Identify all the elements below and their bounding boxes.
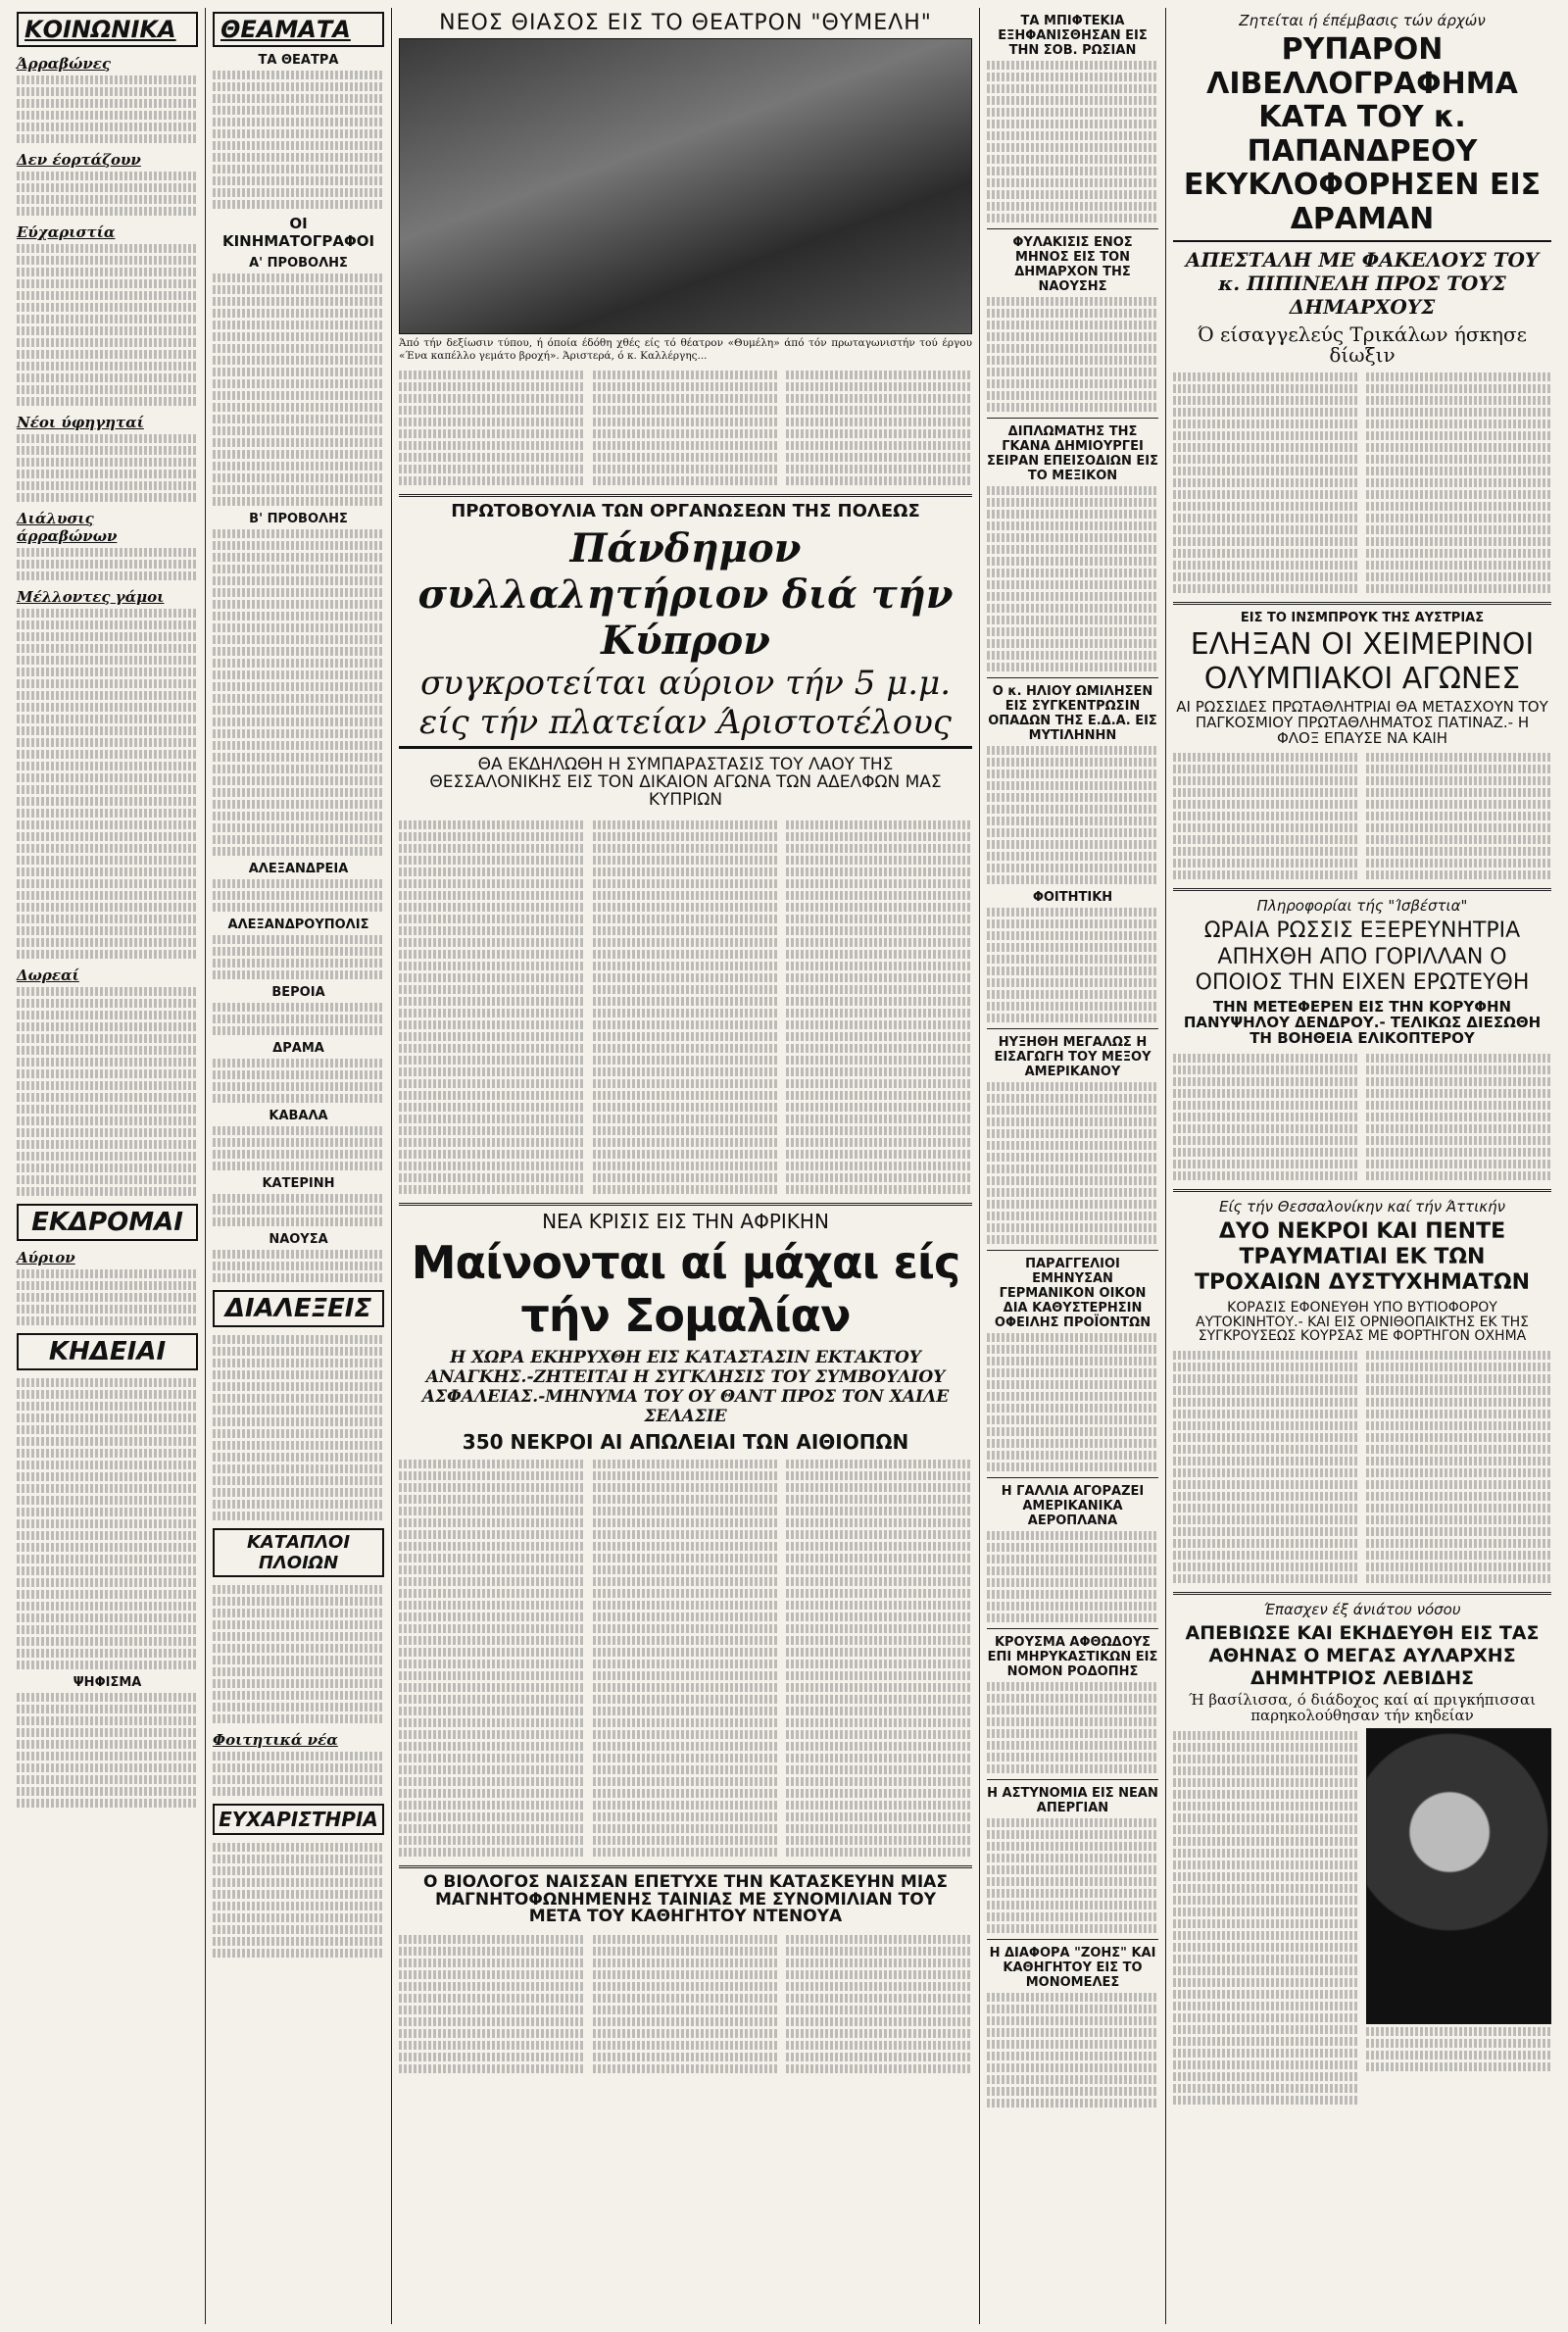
biologist-headline: Ο ΒΙΟΛΟΓΟΣ ΝΑΙΣΣΑΝ ΕΠΕΤΥΧΕ ΤΗΝ ΚΑΤΑΣΚΕΥΗΝ ΜΙΑΣ ΜΑΓΝΗΤΟΦΩΝΗΜΕΝΗΣ ΤΑΙΝΙΑΣ ΜΕ ΣΥΝΟΜΙΛΙΑΝ ΤΟΥ ΜΕΤΑ ΤΟΥ ΚΑΘΗΓΗΤΟΥ ΝΤΕΝΟΥΑ [423,1871,948,1927]
section-title-social: ΚΟΙΝΩΝΙΚΑ [17,12,198,47]
thanks-badge: ΕΥΧΑΡΙΣΤΗΡΙΑ [213,1804,384,1835]
town-veroia: ΒΕΡΟΙΑ [271,985,325,1000]
town-kavala: ΚΑΒΑΛΑ [269,1109,328,1123]
brief-german-house: ΠΑΡΑΓΓΕΛΙΟΙ ΕΜΗΝΥΣΑΝ ΓΕΡΜΑΝΙΚΟΝ ΟΙΚΟΝ ΔΙΑ ΚΑΘΥΣΤΕΡΗΣΙΝ ΟΦΕΙΛΗΣ ΠΡΟΪΟΝΤΩΝ [994,1257,1152,1330]
brief-naousa-mayor: ΦΥΛΑΚΙΣΙΣ ΕΝΟΣ ΜΗΝΟΣ ΕΙΣ ΤΟΝ ΔΗΜΑΡΧΟΝ ΤΗΣ ΝΑΟΥΣΗΣ [1012,235,1133,294]
accidents-subhead: ΚΟΡΑΣΙΣ ΕΦΟΝΕΥΘΗ ΥΠΟ ΒΥΤΙΟΦΟΡΟΥ ΑΥΤΟΚΙΝΗΤΟΥ.- ΚΑΙ ΕΙΣ ΟΡΝΙΘΟΠΑΙΚΤΗΣ ΕΚ ΤΗΣ ΣΥΓΚΡΟΥΣΕΩΣ ΚΟΥΡΣΑΣ ΜΕ ΦΟΡΤΗΓΟΝ ΟΧΗΜΑ [1196,1299,1529,1345]
heading-engagements: Άρραβώνες [17,55,112,73]
funerals-badge: ΚΗΔΕΙΑΙ [17,1333,198,1370]
levidis-portrait [1366,1728,1551,2024]
section-title-shows: ΘΕΑΜΑΤΑ [213,12,384,47]
brief-ghana-diplomat: ΔΙΠΛΩΜΑΤΗΣ ΤΗΣ ΓΚΑΝΑ ΔΗΜΙΟΥΡΓΕΙ ΣΕΙΡΑΝ ΕΠΕΙΣΟΔΙΩΝ ΕΙΣ ΤΟ ΜΕΞΙΚΟΝ [987,424,1158,483]
levidis-kicker: Έπασχεν έξ άνιάτου νόσου [1263,1600,1461,1618]
brief-france-planes: Η ΓΑΛΛΙΑ ΑΓΟΡΑΖΕΙ ΑΜΕΡΙΚΑΝΙΚΑ ΑΕΡΟΠΛΑΝΑ [1001,1484,1145,1528]
town-katerini: ΚΑΤΕΡΙΝΗ [262,1176,335,1191]
heading-future-weddings: Μέλλοντες γάμοι [17,588,165,606]
heading-new-lecturers: Νέοι ύφηγηταί [17,414,144,431]
libel-subhead: ΑΠΕΣΤΑΛΗ ΜΕ ΦΑΚΕΛΟΥΣ ΤΟΥ κ. ΠΙΠΙΝΕΛΗ ΠΡΟΣ ΤΟΥΣ ΔΗΜΑΡΧΟΥΣ [1185,248,1540,319]
olympics-headline: ΕΛΗΞΑΝ ΟΙ ΧΕΙΜΕΡΙΝΟΙ ΟΛΥΜΠΙΑΚΟΙ ΑΓΩΝΕΣ [1190,627,1535,696]
column-shows [206,8,392,2324]
theatres-head: ΤΑ ΘΕΑΤΡΑ [258,53,339,68]
cyprus-headline-1: Πάνδημον συλλαλητήριον διά τήν Κύπρον [417,525,954,665]
student-news-head: Φοιτητικά νέα [213,1731,338,1749]
heading-donations: Δωρεαί [17,967,79,984]
libel-kicker: Ζητείται ή έπέμβασις τών άρχών [1239,12,1486,29]
vote-head: ΨΗΦΙΣΜΑ [73,1675,142,1690]
accidents-headline: ΔΥΟ ΝΕΚΡΟΙ ΚΑΙ ΠΕΝΤΕ ΤΡΑΥΜΑΤΙΑΙ ΕΚ ΤΩΝ ΤΡΟΧΑΙΩΝ ΔΥΣΤΥΧΗΜΑΤΩΝ [1194,1218,1531,1296]
excursions-sub: Αύριον [17,1249,75,1266]
libel-quote: Ό είσαγγελεύς Τρικάλων ήσκησε δίωξιν [1197,323,1528,367]
cyprus-subhead: ΘΑ ΕΚΔΗΛΩΘΗ Η ΣΥΜΠΑΡΑΣΤΑΣΙΣ ΤΟΥ ΛΑΟΥ ΤΗΣ ΘΕΣΣΑΛΟΝΙΚΗΣ ΕΙΣ ΤΟΝ ΔΙΚΑΙΟΝ ΑΓΩΝΑ ΤΩΝ ΑΔΕΛΦΩΝ ΜΑΣ ΚΥΠΡΙΩΝ [429,755,942,810]
town-alexandroupolis: ΑΛΕΞΑΝΔΡΟΥΠΟΛΙΣ [227,918,369,932]
africa-kicker: ΝΕΑ ΚΡΙΣΙΣ ΕΙΣ ΤΗΝ ΑΦΡΙΚΗΝ [542,1209,829,1233]
brief-police: Η ΑΣΤΥΝΟΜΙΑ ΕΙΣ ΝΕΑΝ ΑΠΕΡΓΙΑΝ [987,1786,1158,1815]
brief-student: ΦΟΙΤΗΤΙΚΗ [1032,890,1113,905]
lectures-badge: ΔΙΑΛΕΞΕΙΣ [213,1290,384,1327]
town-drama: ΔΡΑΜΑ [272,1041,324,1056]
heading-not-celebrating: Δεν έορτάζουν [17,151,141,169]
town-alexandreia: ΑΛΕΞΑΝΔΡΕΙΑ [248,862,349,876]
africa-dead: 350 ΝΕΚΡΟΙ ΑΙ ΑΠΩΛΕΙΑΙ ΤΩΝ ΑΙΘΙΟΠΩΝ [462,1429,909,1454]
gorilla-subhead: ΤΗΝ ΜΕΤΕΦΕΡΕΝ ΕΙΣ ΤΗΝ ΚΟΡΥΦΗΝ ΠΑΝΥΨΗΛΟΥ ΔΕΝΔΡΟΥ.- ΤΕΛΙΚΩΣ ΔΙΕΣΩΘΗ ΤΗ ΒΟΗΘΕΙΑ ΕΛΙΚΟΠΤΕΡΟΥ [1183,998,1542,1047]
column-social [10,8,206,2324]
column-right [1166,8,1558,2324]
theatre-photo-caption: Άπό τήν δεξίωσιν τύπου, ή όποία έδόθη χθές είς τό θέατρον «Θυμέλη» άπό τόν πρωταγωνιστήν τού έργου «Ένα καπέλλο γεμάτο βροχή». Άριστερά, ό κ. Καλλέργης... [399,337,972,362]
libel-headline: ΡΥΠΑΡΟΝ ΛΙΒΕΛΛΟΓΡΑΦΗΜΑ ΚΑΤΑ ΤΟΥ κ. ΠΑΠΑΝΔΡΕΟΥ ΕΚΥΚΛΟΦΟΡΗΣΕΝ ΕΙΣ ΔΡΑΜΑΝ [1173,33,1551,242]
town-naousa: ΝΑΟΥΣΑ [269,1232,328,1247]
theatre-headline: ΝΕΟΣ ΘΙΑΣΟΣ ΕΙΣ ΤΟ ΘΕΑΤΡΟΝ "ΘΥΜΕΛΗ" [439,11,932,35]
excursions-badge: ΕΚΔΡΟΜΑΙ [17,1204,198,1241]
brief-zoe-dispute: Η ΔΙΑΦΟΡΑ "ΖΟΗΣ" ΚΑΙ ΚΑΘΗΓΗΤΟΥ ΕΙΣ ΤΟ ΜΟΝΟΜΕΛΕΣ [989,1946,1156,1990]
gorilla-kicker: Πληροφορίαι τής "Ίσβέστια" [1256,897,1468,916]
cinemas-head: ΟΙ ΚΙΝΗΜΑΤΟΓΡΑΦΟΙ [221,215,375,250]
levidis-subhead: Ή βασίλισσα, ό διάδοχος καί αί πριγκήπισσαι παρηκολούθησαν τήν κηδείαν [1188,1691,1537,1725]
cyprus-headline-3: είς τήν πλατείαν Άριστοτέλους [399,703,972,749]
cyprus-headline-2: συγκροτείται αύριον τήν 5 μ.μ. [419,664,952,704]
heading-thanks: Εύχαριστία [17,223,116,241]
heading-dissolved-engagements: Διάλυσις άρραβώνων [17,510,118,545]
brief-iliou-speech: Ο κ. ΗΛΙΟΥ ΩΜΙΛΗΣΕΝ ΕΙΣ ΣΥΓΚΕΝΤΡΩΣΙΝ ΟΠΑΔΩΝ ΤΗΣ Ε.Δ.Α. ΕΙΣ ΜΥΤΙΛΗΝΗΝ [988,684,1157,743]
initiative-kicker: ΠΡΩΤΟΒΟΥΛΙΑ ΤΩΝ ΟΡΓΑΝΩΣΕΩΝ ΤΗΣ ΠΟΛΕΩΣ [451,501,920,522]
levidis-headline: ΑΠΕΒΙΩΣΕ ΚΑΙ ΕΚΗΔΕΥΘΗ ΕΙΣ ΤΑΣ ΑΘΗΝΑΣ Ο ΜΕΓΑΣ ΑΥΛΑΡΧΗΣ ΔΗΜΗΤΡΙΟΣ ΛΕΒΙΔΗΣ [1185,1621,1540,1689]
africa-headline: Μαίνονται αί μάχαι είς τήν Σομαλίαν [411,1235,960,1342]
olympics-subhead: ΑΙ ΡΩΣΣΙΔΕΣ ΠΡΩΤΑΘΛΗΤΡΙΑΙ ΘΑ ΜΕΤΑΣΧΟΥΝ ΤΟΥ ΠΑΓΚΟΣΜΙΟΥ ΠΡΩΤΑΘΛΗΜΑΤΟΣ ΠΑΤΙΝΑΖ.- Η ΦΛΟΞ ΕΠΑΥΣΕ ΝΑ ΚΑΙΗ [1176,698,1548,747]
brief-foot-mouth: ΚΡΟΥΣΜΑ ΑΦΘΩΔΟΥΣ ΕΠΙ ΜΗΡΥΚΑΣΤΙΚΩΝ ΕΙΣ ΝΟΜΟΝ ΡΟΔΟΠΗΣ [987,1635,1158,1679]
theatre-photo [399,38,972,334]
olympics-kicker: ΕΙΣ ΤΟ ΙΝΣΜΠΡΟΥΚ ΤΗΣ ΑΥΣΤΡΙΑΣ [1240,611,1485,625]
brief-steaks: ΤΑ ΜΠΙΦΤΕΚΙΑ ΕΞΗΦΑΝΙΣΘΗΣΑΝ ΕΙΣ ΤΗΝ ΣΟΒ. ΡΩΣΙΑΝ [998,14,1148,58]
column-briefs [980,8,1166,2324]
ships-badge: ΚΑΤΑΠΛΟΙ ΠΛΟΙΩΝ [213,1528,384,1577]
gorilla-headline: ΩΡΑΙΑ ΡΩΣΣΙΣ ΕΞΕΡΕΥΝΗΤΡΙΑ ΑΠΗΧΘΗ ΑΠΟ ΓΟΡΙΛΛΑΝ Ο ΟΠΟΙΟΣ ΤΗΝ ΕΙΧΕΝ ΕΡΩΤΕΥΘΗ [1195,918,1530,996]
column-main [392,8,980,2324]
accidents-kicker: Είς τήν Θεσσαλονίκην καί τήν Άττικήν [1218,1197,1505,1216]
africa-subhead: Η ΧΩΡΑ ΕΚΗΡΥΧΘΗ ΕΙΣ ΚΑΤΑΣΤΑΣΙΝ ΕΚΤΑΚΤΟΥ ΑΝΑΓΚΗΣ.-ΖΗΤΕΙΤΑΙ Η ΣΥΓΚΛΗΣΙΣ ΤΟΥ ΣΥΜΒΟΥΛΙΟΥ ΑΣΦΑΛΕΙΑΣ.-ΜΗΝΥΜΑ ΤΟΥ ΟΥ ΘΑΝΤ ΠΡΟΣ ΤΟΝ ΧΑΙΛΕ ΣΕΛΑΣΙΕ [421,1347,950,1426]
second-run-head: Β' ΠΡΟΒΟΛΗΣ [249,512,348,526]
brief-american-import: ΗΥΞΗΘΗ ΜΕΓΑΛΩΣ Η ΕΙΣΑΓΩΓΗ ΤΟΥ ΜΕΞΟΥ ΑΜΕΡΙΚΑΝΟΥ [994,1035,1152,1079]
first-run-head: Α' ΠΡΟΒΟΛΗΣ [249,256,348,271]
